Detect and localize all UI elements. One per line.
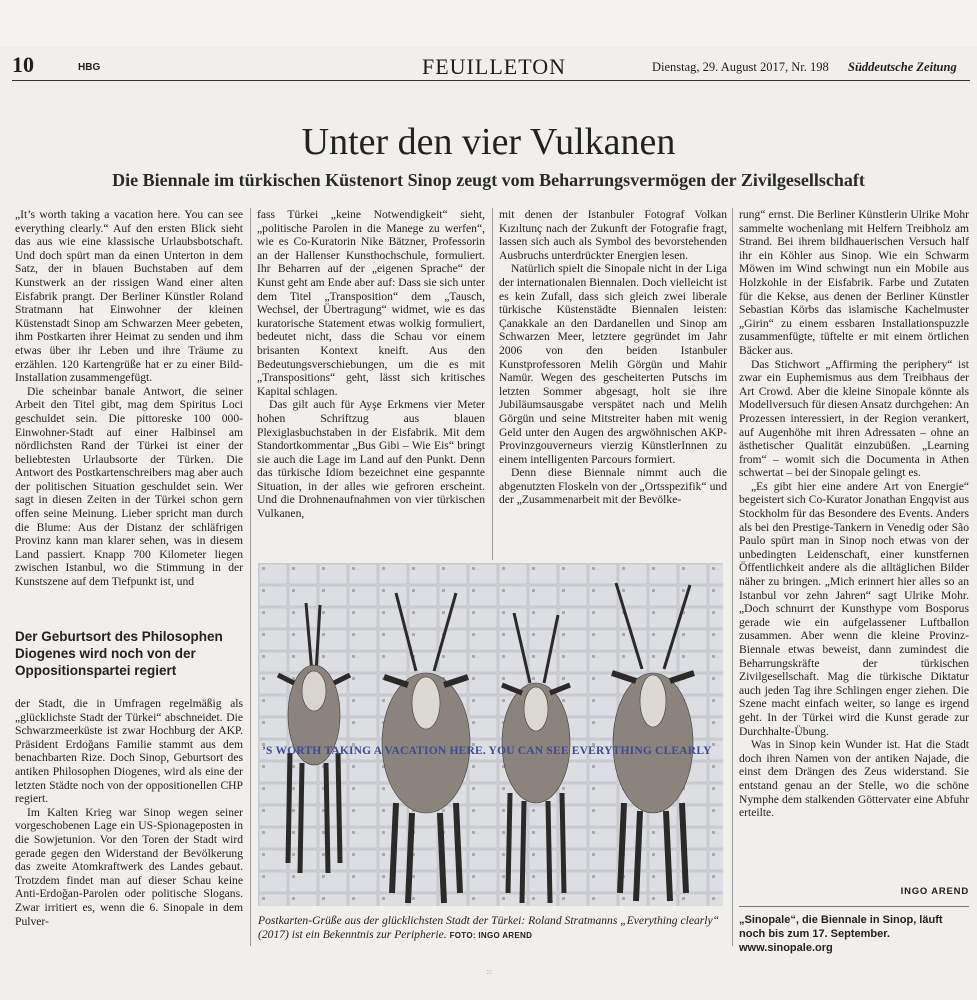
column-divider <box>732 208 733 946</box>
column-divider <box>492 208 493 560</box>
paragraph: fass Türkei „keine Notwendigkeit“ sieht, „politische Parolen in die Manege zu werfen“, wie es Co-Kuratorin Nike Bätzner, Professorin an der Hallenser Kunsthochschule, formuliert. Ihr Beharren auf der „eigenen Sprache“ der Kunst geht am Ende aber auf: Dass sie sich unter dem Titel „Transposition“ dem „Tausch, Wechsel, der Übertragung“ widmet, wie es das kuratorische Statement etwas wolkig formuliert, bedeutet nicht, dass die Schau vor einem brisanten Kontext kneift. Aus den Bedeutungsverschiebungen, um die es mit „Transpositions“ geht, lässt sich kritisches Kapital schlagen. <box>257 208 485 398</box>
paragraph: „It’s worth taking a vacation here. You can see everything clearly.“ Auf den ersten Blick sieht das aus wie eine klassische Urlaubsbotschaft. Und doch spürt man da einen Unterton in dem Satz, der in blauen Buchstaben auf dem Kunstwerk an der rissigen Wand einer alten Eisfabrik prangt. Der Berliner Künstler Roland Stratmann hat Einwohner der kleinen Küstenstadt Sinop am Schwarzen Meer gebeten, ihm Postkarten ihrer Heimat zu senden und ihm etwas über ihr Leben und ihre Träume zu erzählen. 120 Kartengrüße hat er zu einer Bild-Installation zusammengefügt. <box>15 208 243 385</box>
edition-code: HBG <box>78 62 101 73</box>
paragraph: „Es gibt hier eine andere Art von Energie“ begeistert sich Co-Kurator Jonathan Engqvist aus Stockholm für das Besondere des Events. Anders als bei den Prestige-Tankern in Venedig oder São Paulo spürt man in Sinop noch etwas von der unbedingten Leidenschaft, einer kunstfernen Öffentlichkeit andere als die alltäglichen Bilder näher zu bringen. „Mich erinnert hier alles so an Istanbul vor zehn Jahren“ sagt Ulrike Mohr. „Doch schnurrt der Kunsthype vom Bosporus gerade wie ein aufgelassener Luftballon zusammen. Aber wenn die kleine Provinz-Biennale etwas beweist, dann zumindest die Beharrungskräfte der türkischen Zivilgesellschaft. Mag die türkische Diktatur auch jeden Tag ihre Schlingen enger ziehen. Die Szene macht einfach weiter, so lange es irgend geht. In der Türkei wird die Kunst gerade zur Durchhalte-Übung. <box>739 479 969 738</box>
column-divider <box>250 208 251 946</box>
section-name: FEUILLETON <box>422 54 567 79</box>
article-title: Unter den vier Vulkanen <box>301 121 676 163</box>
paragraph: rung“ ernst. Die Berliner Künstlerin Ulrike Mohr sammelte wochenlang mit Helfern Treibholz am Strand. Bei ihrem bildhauerischen Versuch half ihr ein Köhler aus Sinop. Wie ein Schwarm Möwen im Wind schwingt nun ein Mobile aus Holzkohle in der Eisfabrik. Farbe und Zutaten für die Kekse, aus denen der Berliner Künstler Sebastian Körbs das islamische Kachelmuster „Girin“ zu einem essbaren Installationspuzzle zusammenfügte, tüftelte er mit einem örtlichen Bäcker aus. <box>739 208 969 357</box>
page-number: 10 <box>12 52 34 77</box>
author-byline: INGO AREND <box>900 886 969 897</box>
photo-caption <box>258 914 723 943</box>
adjacent-page-strip <box>0 0 977 46</box>
article-subtitle: Die Biennale im türkischen Küstenort Sinop zeugt vom Beharrungsvermögen der Zivilgesellschaft <box>112 170 865 190</box>
paragraph: Im Kalten Krieg war Sinop wegen seiner vorgeschobenen Lage ein US-Spionageposten in die Sowjetunion. Vor den Toren der Stadt wird gerade gegen den Widerstand der Bevölkerung das zweite Atomkraftwerk des Landes gebaut. Trotzdem findet man auf dieser Schau keine Anti-Erdoğan-Parolen oder politische Slogans. Zwar irritiert es, wenn die 6. Sinopale in dem Pulver- <box>15 805 243 928</box>
column-4 <box>739 208 969 898</box>
column-2 <box>257 208 485 563</box>
exhibition-info: „Sinopale“, die Biennale in Sinop, läuft noch bis zum 17. September. www.sinopale.org <box>739 914 943 954</box>
paragraph: Das gilt auch für Ayşe Erkmens vier Meter hohen Schriftzug aus blauen Plexiglasbuchstaben in der Eisfabrik. Mit dem Standortkommentar „Bus Gibi – Wie Eis“ bringt sie auch die Lage im Land auf den Punkt. Denn das türkische Idiom bezeichnet eine gespannte Situation, in der alles wie gefroren erscheint. Und die Drohnenaufnahmen von vier türkischen Vulkanen, <box>257 398 485 521</box>
paragraph: Die scheinbar banale Antwort, die seiner Arbeit den Titel gibt, mag dem Spiritus Loci geschuldet sein. Die pittoreske 100 000-Einwohner-Stadt auf einer Halbinsel am nördlichsten Rand der Türkei ist einer der beliebtesten Urlaubsorte der Türken. Die Antwort des Postkartenschreibers mag aber auch der politischen Situation geschuldet sein. Wer sagt in diesen Zeiten in der Türkei schon gern offen seine Meinung. Lieber spricht man durch die Blume: Aus der Distanz der schläfrigen Provinz kann man klarer sehen, was in diesem Land passiert. Knapp 700 Kilometer liegen zwischen Istanbul, wo die Stimmung in der Kunstszene auf dem Tiefpunkt ist, und <box>15 384 243 589</box>
column-1-bottom <box>15 697 243 945</box>
column-3 <box>499 208 727 563</box>
column-1-top <box>15 208 243 616</box>
paragraph: Denn diese Biennale nimmt auch die abgenutzten Floskeln von der „Ortsspezifik“ und der „Zusammenarbeit mit der Bevölke- <box>499 466 727 507</box>
header-rule <box>12 80 970 81</box>
photo-credit: FOTO: INGO AREND <box>449 931 533 940</box>
info-rule <box>739 906 969 907</box>
paragraph: Das Stichwort „Affirming the periphery“ ist zwar ein Euphemismus aus dem Treibhaus der Art Crowd. Aber die kleine Sinopale könnte als Modellversuch für diesen Ansatz durchgehen: An Prozessen interessiert, in der Region verankert, auf Augenhöhe mit ihren Adressaten – ohne an ästhetischer Qualität einzubüßen. „Learning from“ – womit sich die Documenta in Athen schwertat – bei der Sinopale gelingt es. <box>739 357 969 480</box>
artwork-banner-text: ’S WORTH TAKING A VACATION HERE. YOU CAN SEE EVERYTHING CLEARLY <box>262 745 712 757</box>
paragraph: der Stadt, die in Umfragen regelmäßig als „glücklichste Stadt der Türkei“ abschneidet. Die Schwarzmeerküste ist zwar Hochburg der AKP. Präsident Erdoğans Familie stammt aus dem benachbarten Rize. Doch Sinop, Geburtsort des antiken Philosophen Diogenes, wird als eine der letzten Städte noch von der oppositionellen CHP regiert. <box>15 697 243 806</box>
caption-text: Postkarten-Grüße aus der glücklichsten Stadt der Türkei: Roland Stratmanns „Everything clearly“ (2017) ist ein Bekenntnis zur Peripherie. <box>258 914 720 941</box>
paragraph: Was in Sinop kein Wunder ist. Hat die Stadt doch ihren Namen von der antiken Najade, die einst dem Drängen des Zeus widerstand. Sie entstand genau an der Stelle, wo die schöne Nymphe dem stalkenden Göttervater eine Abfuhr erteilte. <box>739 738 969 820</box>
issue-date: Dienstag, 29. August 2017, Nr. 198 <box>652 60 829 74</box>
artwork-photo <box>258 563 723 906</box>
intertitle: Der Geburtsort des Philosophen Diogenes wird noch von der Oppositionspartei regiert <box>15 629 223 678</box>
paragraph: mit denen der Istanbuler Fotograf Volkan Kızıltunç nach der Zukunft der Fotografie fragt, lassen sich auch als Symbol des bevorstehenden Ausbruchs unterdrückter Energien lesen. <box>499 208 727 262</box>
print-mark: ⁙ <box>486 968 493 977</box>
newspaper-logo: Süddeutsche Zeitung <box>848 60 957 74</box>
paragraph: Natürlich spielt die Sinopale nicht in der Liga der internationalen Biennalen. Doch vielleicht ist es kein Zufall, dass sich gleich zwei liberale türkische Küstenstädte Biennalen leisten: Çanakkale an den Dardanellen und Sinop am Schwarzen Meer, letztere gegründet im Jahr 2006 von den beiden Istanbuler Kunstprofessoren Melih Görgün und Mahir Namür. Wegen des gescheiterten Putschs im letzten Sommer abgesagt, holt sie ihre Jubiläumsausgabe verspätet nach und Melih Görgün und seine Mitstreiter haben mit wenig Geld unter den Augen des argwöhnischen AKP-Provinzgouverneurs vierzig KünstlerInnen zu einem intelligenten Parcours formiert. <box>499 262 727 466</box>
